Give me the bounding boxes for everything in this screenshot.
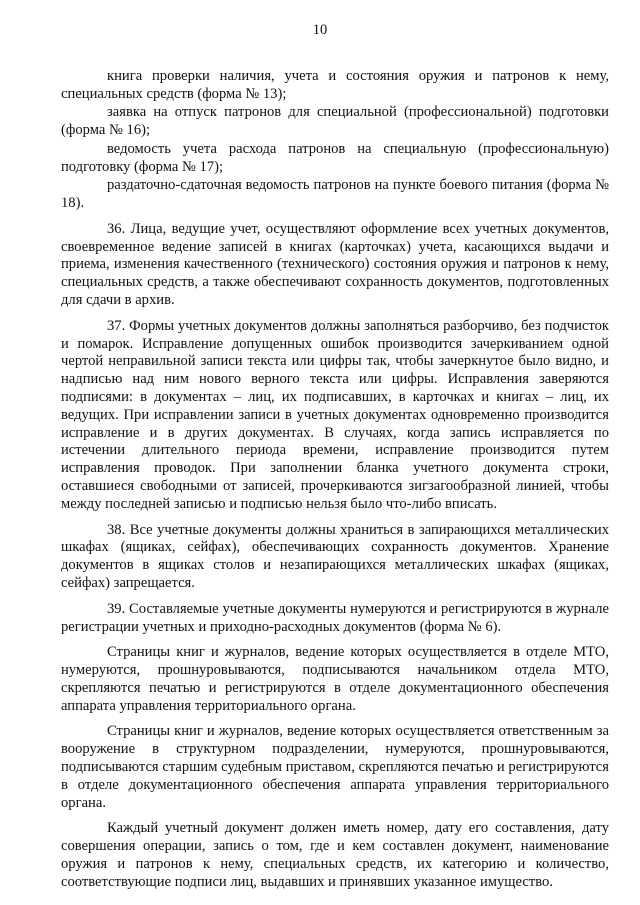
paragraph-form-17: ведомость учета расхода патронов на специальную (профессиональную) подготовку (форма № 17); (61, 140, 609, 175)
paragraph-form-16: заявка на отпуск патронов для специальной (профессиональной) подготовки (форма № 16); (61, 104, 609, 139)
paragraph-unit-pages: Страницы книг и журналов, ведение которых осуществляется ответственным за вооружение в структурном подразделении, нумеруются, прошнуровываются, подписываются старшим судебным приставом, скрепляются печатью и регистрируются в отделе документационного обеспечения аппарата управления территориального органа. (61, 723, 609, 811)
paragraph-37: 37. Формы учетных документов должны заполняться разборчиво, без подчисток и помарок. Исправление допущенных ошибок производится зачеркиванием одной чертой неправильной записи текста или цифры так, чтобы зачеркнутое было видно, и надписью над ним нового верного текста или цифры. Исправления заверяются подписями: в документах – лиц, их подписавших, в карточках и книгах – лиц, их ведущих. При исправлении записи в учетных документах одновременно производится исправление и в других документах. В случаях, когда запись исправляется по истечении длительного периода времени, исправление производится путем исправления проводок. При заполнении бланка учетного документа строки, оставшиеся свободными от записей, прочеркиваются зигзагообразной линией, чтобы между последней записью и подписью нельзя было что-либо вписать. (61, 317, 609, 512)
paragraph-form-18: раздаточно-сдаточная ведомость патронов на пункте боевого питания (форма № 18). (61, 177, 609, 211)
paragraph-mto-pages: Страницы книг и журналов, ведение которых осуществляется в отделе МТО, нумеруются, прошнуровываются, подписываются начальником отдела МТО, скрепляются печатью и регистрируются в отделе документационного обеспечения аппарата управления территориального органа. (61, 644, 609, 714)
paragraph-form-13: книга проверки наличия, учета и состояния оружия и патронов к нему, специальных средств (форма № 13); (61, 68, 609, 102)
page-number: 10 (312, 22, 328, 38)
paragraph-38: 38. Все учетные документы должны храниться в запирающихся металлических шкафах (ящиках, сейфах), обеспечивающих сохранность документов. Хранение документов в ящиках столов и незапирающихся металлических шкафах (ящиках, сейфах) запрещается. (61, 521, 609, 591)
paragraph-document-requirements: Каждый учетный документ должен иметь номер, дату его составления, дату совершения операции, запись о том, где и кем составлен документ, наименование оружия и патронов к нему, специальных средств, их категорию и количество, соответствующие подписи лиц, выдавших и принявших указанное имущество. (61, 820, 609, 890)
paragraph-39: 39. Составляемые учетные документы нумеруются и регистрируются в журнале регистрации учетных и приходно-расходных документов (форма № 6). (61, 600, 609, 635)
paragraph-36: 36. Лица, ведущие учет, осуществляют оформление всех учетных документов, своевременное ведение записей в книгах (карточках) учета, касающихся выдачи и приема, изменения качественного (технического) состояния оружия и патронов к нему, специальных средств, а также обеспечивают сохранность документов, подготовленных для сдачи в архив. (61, 220, 609, 308)
document-body (61, 68, 609, 892)
